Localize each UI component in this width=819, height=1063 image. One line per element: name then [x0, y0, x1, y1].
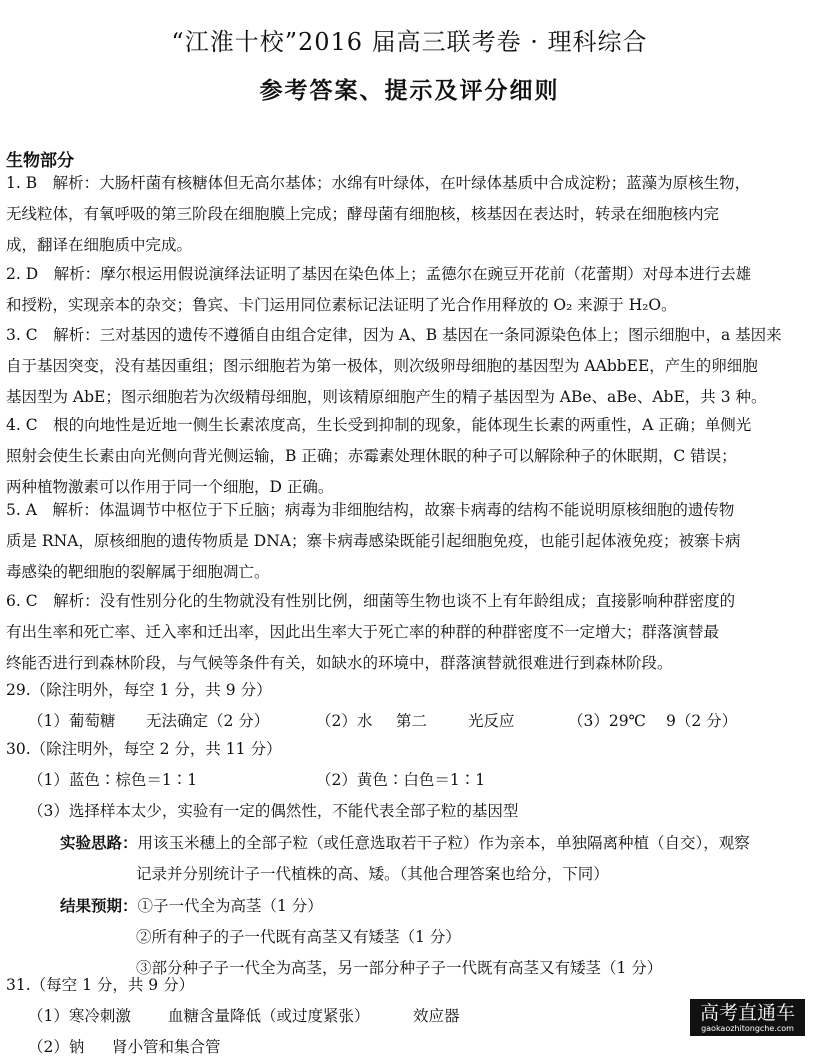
answer-q29	[6, 675, 806, 737]
answer-item: （2）黄色∶白色＝1∶1	[316, 771, 486, 789]
answer-item: （2）钠	[28, 1038, 85, 1056]
answer-item: （1）葡萄糖	[28, 712, 116, 730]
answer-row	[6, 1001, 806, 1032]
answer-item: （3）29℃	[568, 712, 646, 730]
page-title: “江淮十校”2016 届高三联考卷 · 理科综合	[171, 28, 648, 56]
answer-item: 9（2 分）	[666, 712, 738, 730]
answer-line: 4. C 根的向地性是近地一侧生长素浓度高，生长受到抑制的现象，能体现生长素的两重性，A 正确；单侧光	[6, 416, 752, 434]
answer-q30	[6, 734, 806, 984]
expected-results	[6, 890, 806, 922]
answer-q2	[6, 259, 806, 321]
answer-item: 肾小管和集合管	[112, 1038, 221, 1056]
watermark-url: gaokaozhitongche.com	[701, 1024, 794, 1033]
answer-item: 无法确定（2 分）	[146, 712, 270, 730]
watermark-logo	[690, 999, 805, 1036]
answer-row	[6, 765, 806, 796]
answer-item: （2）水	[316, 712, 373, 730]
answer-line: 自于基因突变，没有基因重组；图示细胞若为第一极体，则次级卵母细胞的基因型为 AAbbEE，产生的卵细胞	[6, 357, 758, 375]
result-item: ①子一代全为高茎（1 分）	[137, 897, 323, 915]
result-item: ③部分种子子一代全为高茎，另一部分种子子一代既有高茎又有矮茎（1 分）	[136, 959, 663, 977]
answer-line: 1. B 解析：大肠杆菌有核糖体但无高尔基体；水绵有叶绿体，在叶绿体基质中合成淀粉；蓝藻为原核生物，	[6, 174, 751, 192]
experiment-text: 记录并分别统计子一代植株的高、矮。（其他合理答案也给分，下同）	[136, 865, 609, 883]
answer-item: 效应器	[413, 1007, 460, 1025]
answer-item: 血糖含量降低（或过度紧张）	[168, 1007, 370, 1025]
answer-item: （1）蓝色∶棕色＝1∶1	[28, 771, 198, 789]
answer-line: 终能否进行到森林阶段，与气候等条件有关，如缺水的环境中，群落演替就很难进行到森林阶段。	[6, 654, 673, 672]
answer-line: 6. C 解析：没有性别分化的生物就没有性别比例，细菌等生物也谈不上有年龄组成；直接影响种群密度的	[6, 592, 736, 610]
answer-line: 3. C 解析：三对基因的遗传不遵循自由组合定律，因为 A、B 基因在一条同源染色体上；图示细胞中，a 基因来	[6, 326, 782, 344]
section-heading-biology: 生物部分	[6, 151, 74, 171]
answer-line: 基因型为 AbE；图示细胞若为次级精母细胞，则该精原细胞产生的精子基因型为 ABe、aBe、AbE，共 3 种。	[6, 388, 767, 406]
answer-line: 质是 RNA，原核细胞的遗传物质是 DNA；寨卡病毒感染既能引起细胞免疫，也能引起体液免疫；被寨卡病	[6, 532, 741, 550]
answer-item: 第二	[396, 712, 428, 730]
page-subtitle: 参考答案、提示及评分细则	[259, 77, 560, 104]
answer-row	[6, 1032, 806, 1063]
result-item: ②所有种子的子一代既有高茎又有矮茎（1 分）	[136, 928, 461, 946]
answer-q1	[6, 168, 806, 261]
answer-q31	[6, 970, 806, 1063]
answer-q6	[6, 586, 806, 679]
answer-line: 5. A 解析：体温调节中枢位于下丘脑；病毒为非细胞结构，故寨卡病毒的结构不能说明原核细胞的遗传物	[6, 501, 735, 519]
answer-line: 毒感染的靶细胞的裂解属于细胞凋亡。	[6, 563, 270, 581]
answer-line: 和授粉，实现亲本的杂交；鲁宾、卡门运用同位素标记法证明了光合作用释放的 O₂ 来源于 H₂O。	[6, 296, 677, 314]
answer-line: 2. D 解析：摩尔根运用假说演绎法证明了基因在染色体上；孟德尔在豌豆开花前（花蕾期）对母本进行去雄	[6, 265, 752, 283]
answer-item: （1）寒冷刺激	[28, 1007, 131, 1025]
question-header: 31.（每空 1 分，共 9 分）	[6, 976, 195, 994]
answer-line: （3）选择样本太少，实验有一定的偶然性，不能代表全部子粒的基因型	[28, 802, 519, 820]
question-header: 30.（除注明外，每空 2 分，共 11 分）	[6, 740, 282, 758]
answer-q4	[6, 410, 806, 503]
answer-item: 光反应	[468, 712, 515, 730]
watermark-text: 高考直通车	[699, 1002, 795, 1024]
experiment-label: 实验思路：	[60, 833, 138, 852]
question-header: 29.（除注明外，每空 1 分，共 9 分）	[6, 681, 272, 699]
results-label: 结果预期：	[60, 896, 138, 915]
answer-line: 照射会使生长素由向光侧向背光侧运输，B 正确；赤霉素处理休眠的种子可以解除种子的休眠期，C 错误；	[6, 447, 737, 465]
answer-line: 有出生率和死亡率、迁入率和迁出率，因此出生率大于死亡率的种群的种群密度不一定增大；群落演替最	[6, 623, 720, 641]
experiment-text: 用该玉米穗上的全部子粒（或任意选取若干子粒）作为亲本，单独隔离种植（自交），观察	[137, 834, 750, 852]
experiment-idea	[6, 827, 806, 859]
answer-row	[6, 706, 806, 737]
answer-q3	[6, 320, 806, 413]
answer-line: 成，翻译在细胞质中完成。	[6, 236, 193, 254]
answer-line: 两种植物激素可以作用于同一个细胞，D 正确。	[6, 478, 334, 496]
answer-q5	[6, 495, 806, 588]
answer-line: 无线粒体，有氧呼吸的第三阶段在细胞膜上完成；酵母菌有细胞核，核基因在表达时，转录在细胞核内完	[6, 205, 720, 223]
